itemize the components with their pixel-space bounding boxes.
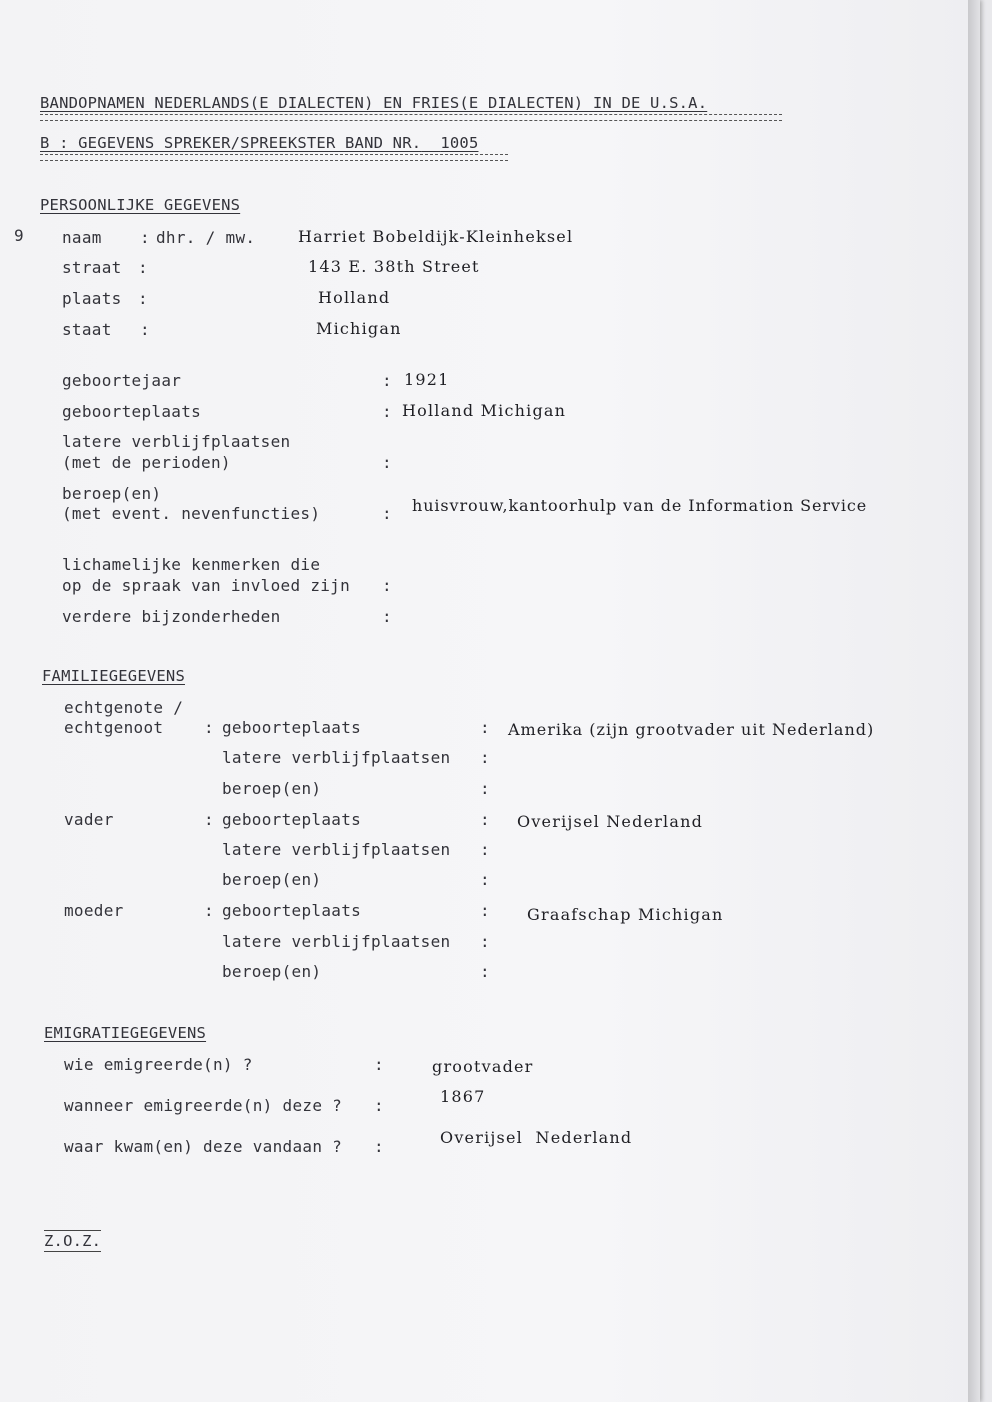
verdere-colon: :: [382, 607, 392, 626]
section-heading-personal: PERSOONLIJKE GEGEVENS: [40, 196, 241, 214]
section-heading-emigration: EMIGRATIEGEGEVENS: [44, 1024, 207, 1042]
staat-label: staat: [62, 320, 112, 339]
staat-value: Michigan: [316, 319, 402, 338]
spouse-beroep-colon: :: [480, 779, 490, 798]
vader-latere-label: latere verblijfplaatsen: [222, 840, 451, 859]
naam-prefix: dhr. / mw.: [156, 228, 256, 247]
straat-value: 143 E. 38th Street: [308, 257, 480, 276]
geboortejaar-value: 1921: [404, 370, 450, 389]
moeder-latere-label: latere verblijfplaatsen: [222, 932, 451, 951]
page-edge: [968, 0, 980, 1402]
vader-colon: :: [204, 810, 214, 829]
lichamelijke-label-2: op de spraak van invloed zijn: [62, 576, 351, 595]
subtitle-double-underline: [40, 154, 508, 161]
straat-label: straat: [62, 258, 122, 277]
latere-colon: :: [382, 453, 392, 472]
section-heading-family: FAMILIEGEGEVENS: [42, 667, 185, 685]
document-title: BANDOPNAMEN NEDERLANDS(E DIALECTEN) EN FRIES(E DIALECTEN) IN DE U.S.A.: [40, 94, 708, 112]
band-subtitle: B : GEGEVENS SPREKER/SPREEKSTER BAND NR. 1005: [40, 134, 479, 152]
geboorteplaats-value: Holland Michigan: [402, 401, 567, 420]
geboortejaar-colon: :: [382, 371, 392, 390]
spouse-geboorteplaats-value: Amerika (zijn grootvader uit Nederland): [508, 720, 875, 739]
moeder-colon: :: [204, 901, 214, 920]
moeder-geboorteplaats-value: Graafschap Michigan: [527, 905, 724, 924]
spouse-beroep-label: beroep(en): [222, 779, 322, 798]
wanneer-colon: :: [374, 1096, 384, 1115]
lichamelijke-colon: :: [382, 576, 392, 595]
spouse-colon: :: [204, 718, 214, 737]
wanneer-label: wanneer emigreerde(n) deze ?: [64, 1096, 343, 1115]
margin-number: 9: [14, 226, 24, 245]
naam-colon: :: [140, 228, 150, 247]
vader-geboorteplaats-colon: :: [480, 810, 490, 829]
spouse-latere-colon: :: [480, 748, 490, 767]
moeder-geboorteplaats-colon: :: [480, 901, 490, 920]
plaats-label: plaats: [62, 289, 122, 308]
naam-label: naam: [62, 228, 102, 247]
spouse-geboorteplaats-label: geboorteplaats: [222, 718, 362, 737]
spouse-latere-label: latere verblijfplaatsen: [222, 748, 451, 767]
moeder-geboorteplaats-label: geboorteplaats: [222, 901, 362, 920]
beroep-label-1: beroep(en): [62, 484, 162, 503]
spouse-label-2: echtgenoot: [64, 718, 164, 737]
vader-geboorteplaats-value: Overijsel Nederland: [517, 812, 704, 831]
zoz-marker: Z.O.Z.: [44, 1232, 102, 1250]
beroep-colon: :: [382, 504, 392, 523]
moeder-label: moeder: [64, 901, 124, 920]
wie-colon: :: [374, 1055, 384, 1074]
band-number: 1005: [440, 134, 479, 152]
beroep-label-2: (met event. nevenfuncties): [62, 504, 321, 523]
straat-colon: :: [138, 258, 148, 277]
spouse-geboorteplaats-colon: :: [480, 718, 490, 737]
latere-label-2: (met de perioden): [62, 453, 231, 472]
geboortejaar-label: geboortejaar: [62, 371, 182, 390]
geboorteplaats-colon: :: [382, 402, 392, 421]
waar-value: Overijsel Nederland: [440, 1128, 633, 1147]
vader-geboorteplaats-label: geboorteplaats: [222, 810, 362, 829]
moeder-beroep-label: beroep(en): [222, 962, 322, 981]
latere-label-1: latere verblijfplaatsen: [62, 432, 291, 451]
lichamelijke-label-1: lichamelijke kenmerken die: [62, 555, 321, 574]
moeder-beroep-colon: :: [480, 962, 490, 981]
verdere-label: verdere bijzonderheden: [62, 607, 281, 626]
geboorteplaats-label: geboorteplaats: [62, 402, 202, 421]
moeder-latere-colon: :: [480, 932, 490, 951]
vader-label: vader: [64, 810, 114, 829]
vader-latere-colon: :: [480, 840, 490, 859]
naam-value: Harriet Bobeldijk-Kleinheksel: [298, 227, 574, 246]
staat-colon: :: [140, 320, 150, 339]
waar-label: waar kwam(en) deze vandaan ?: [64, 1137, 343, 1156]
beroep-value: huisvrouw,kantoorhulp van de Information Service: [412, 496, 868, 515]
vader-beroep-label: beroep(en): [222, 870, 322, 889]
plaats-value: Holland: [318, 288, 391, 307]
title-double-underline: [40, 114, 782, 121]
plaats-colon: :: [138, 289, 148, 308]
wie-value: grootvader: [432, 1057, 534, 1076]
wie-label: wie emigreerde(n) ?: [64, 1055, 253, 1074]
spouse-label-1: echtgenote /: [64, 698, 184, 717]
wanneer-value: 1867: [440, 1087, 486, 1106]
waar-colon: :: [374, 1137, 384, 1156]
vader-beroep-colon: :: [480, 870, 490, 889]
